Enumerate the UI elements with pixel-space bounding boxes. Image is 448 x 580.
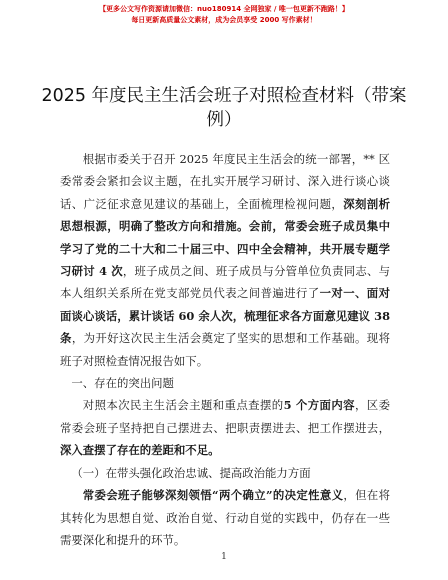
subsection-heading: （一）在带头强化政治忠诚、提高政治能力方面: [71, 465, 311, 480]
section-heading: 一、存在的突出问题: [71, 376, 174, 391]
section1-paragraph: [60, 394, 390, 461]
promo-banner-line1: 【更多公文写作资源请加微信：nuo180914 全网独家 / 唯一包更新不跑路！】: [99, 5, 349, 13]
section1-text-1: 对照本次民主生活会主题和重点查摆的: [82, 398, 284, 413]
intro-text-3: ，为开好这次民主生活会奠定了坚实的思想和工作基础。现将班子对照检查情况报告如下。: [60, 331, 390, 368]
subsection1-bold-1: 常委会班子能够深刻领悟“两个确立”的决定性意义: [82, 488, 344, 503]
intro-bold-2: 一对一、面对面谈心谈话，累计谈话 60 余人次，梳理征求各方面意见建议 38 条: [60, 286, 390, 346]
intro-text-2: ，班子成员之间、班子成员与分管单位负责同志、与本人组织关系所在党支部党员代表之间普遍进行了: [60, 264, 390, 301]
intro-paragraph: [60, 148, 390, 372]
section1-text-2: ，区委常委会班子坚持把自己摆进去、把职责摆进去、把工作摆进去，: [60, 398, 390, 435]
subsection1-text-1: ，但在将其转化为思想自觉、政治自觉、行动自觉的实践中，仍存在一些需要深化和提升的环节。: [60, 488, 390, 547]
promo-banner: [0, 4, 448, 26]
intro-bold-1: 深刻剖析思想根源，明确了整改方向和措施。会前，常委会班子成员集中学习了党的二十大和二十届三中、四中全会精神，共开展专题学习研讨 4 次: [60, 196, 390, 279]
promo-banner-line2: 每日更新高质量公文素材，成为会员享受 2000 写作素材！: [131, 16, 317, 24]
document-body: [60, 148, 390, 551]
subsection1-paragraph: [60, 484, 390, 551]
section1-bold-2: 深入查摆了存在的差距和不足。: [60, 443, 220, 458]
intro-text-1: 根据市委关于召开 2025 年度民主生活会的统一部署，** 区委常委会紧扣会议主题，在扎实开展学习研讨、深入进行谈心谈话、广泛征求意见建议的基础上，全面梳理检视问题，: [60, 152, 390, 211]
document-title: 2025 年度民主生活会班子对照检查材料（带案例）: [41, 86, 407, 130]
section1-bold-1: 5 个方面内容: [283, 398, 355, 413]
page-number: 1: [221, 552, 227, 562]
